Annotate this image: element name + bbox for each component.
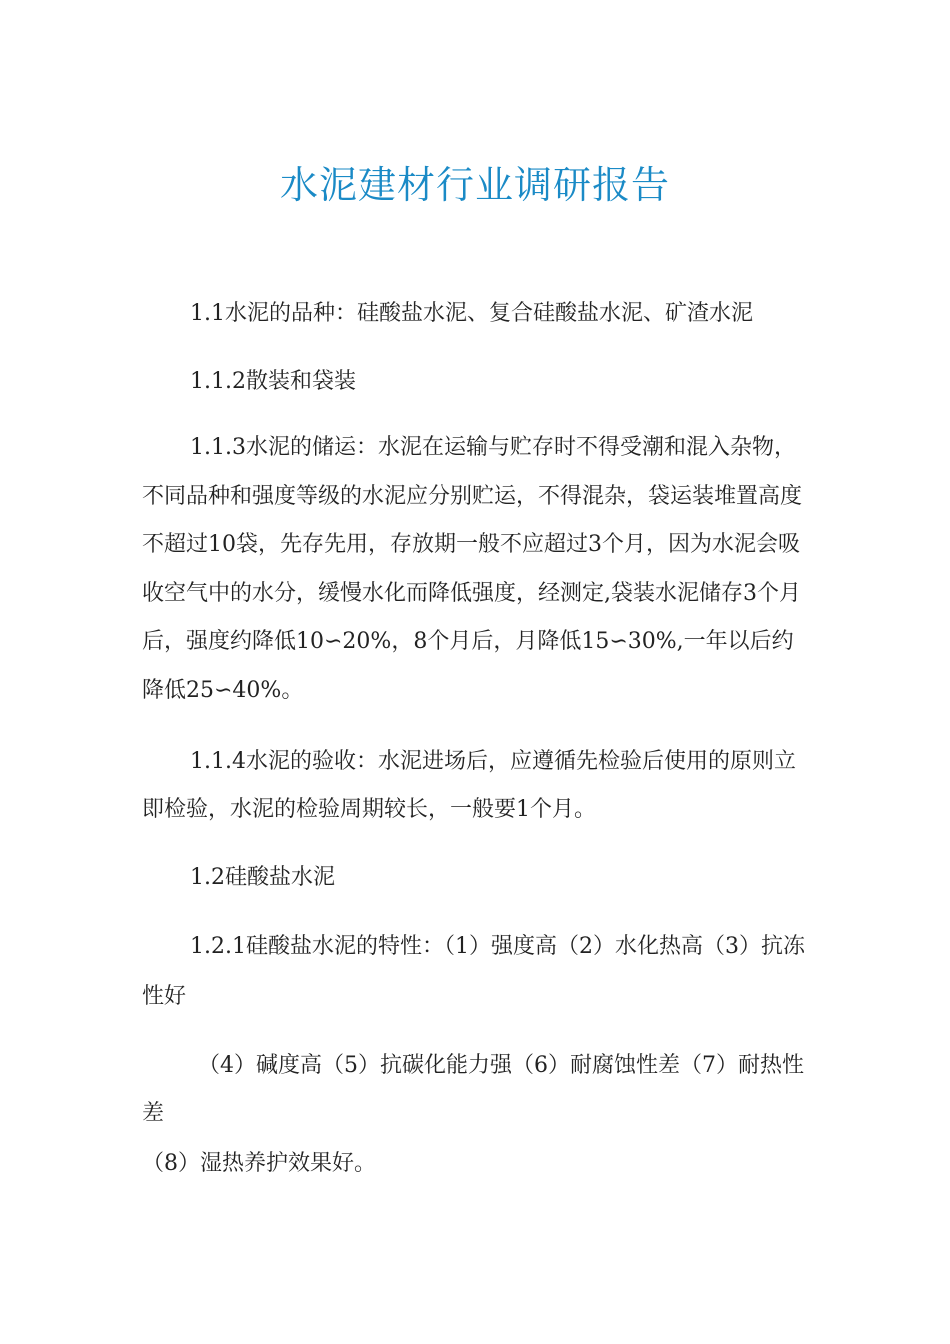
- paragraph-portland-cement: 1.2硅酸盐水泥: [190, 865, 335, 890]
- paragraph-portland-properties-end: （8）湿热养护效果好。: [142, 1151, 376, 1176]
- paragraph-cement-acceptance: 1.1.4水泥的验收：水泥进场后，应遵循先检验后使用的原则立即检验，水泥的检验周期较长，一般要1个月。: [142, 749, 796, 822]
- paragraph-bulk-and-bagged: 1.1.2散装和袋装: [190, 369, 356, 394]
- paragraph-portland-properties: 1.2.1硅酸盐水泥的特性：（1）强度高（2）水化热高（3）抗冻性好: [142, 934, 805, 1009]
- paragraph-portland-properties-continued: （4）碱度高（5）抗碳化能力强（6）耐腐蚀性差（7）耐热性差: [142, 1053, 804, 1126]
- paragraph-cement-storage: 1.1.3水泥的储运：水泥在运输与贮存时不得受潮和混入杂物，不同品种和强度等级的水泥应分别贮运，不得混杂，袋运装堆置高度不超过10袋，先存先用，存放期一般不应超过3个月，因为水泥会吸收空气中的水分，缓慢水化而降低强度，经测定,袋装水泥储存3个月后，强度约降低10∽20%，8个月后，月降低15∽30%,一年以后约降低25∽40%。: [142, 435, 803, 703]
- document-title: 水泥建材行业调研报告: [279, 163, 670, 207]
- paragraph-cement-varieties: 1.1水泥的品种：硅酸盐水泥、复合硅酸盐水泥、矿渣水泥: [190, 301, 753, 326]
